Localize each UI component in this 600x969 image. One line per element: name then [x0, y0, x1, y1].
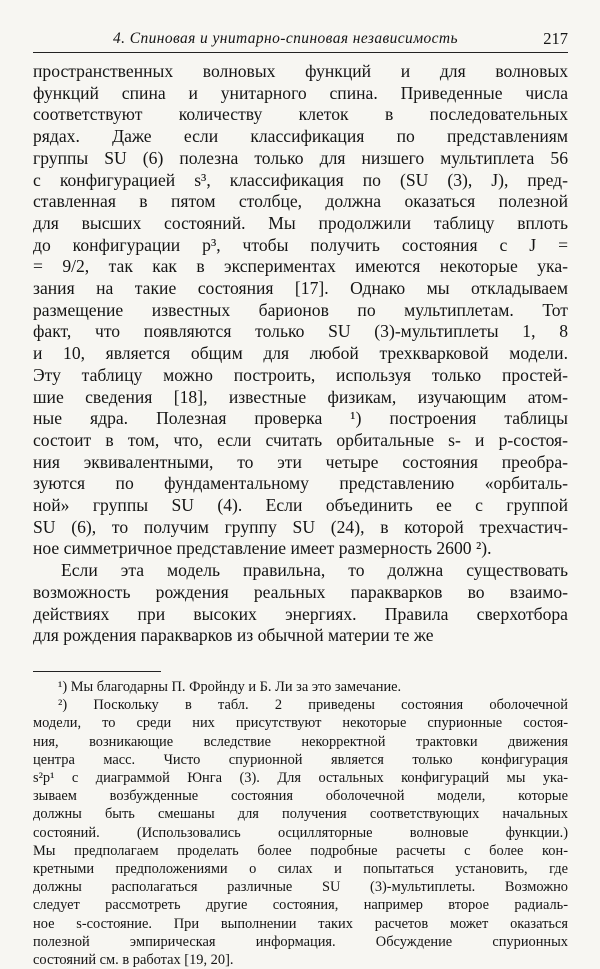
footnote-line: ²) Поскольку в табл. 2 приведены состояния оболочечной — [58, 697, 568, 714]
running-header — [33, 24, 568, 53]
text-line: ное симметричное представление имеет размерность 2600 ²). — [33, 538, 492, 559]
text-line: группы SU (6) полезна только для низшего мультиплета 56 — [33, 147, 568, 168]
text-line: ной» группы SU (4). Если объединить ее с группой — [33, 495, 568, 516]
text-line: SU (6), то получим группу SU (24), в которой трехчастич- — [33, 516, 568, 537]
text-line: для высших состояний. Мы продолжили таблицу вплоть — [33, 212, 568, 233]
text-line: зуются по фундаментальному представлению «орбиталь- — [33, 473, 568, 494]
footnote-line: модели, то среди них присутствуют некоторые спурионные состоя- — [33, 715, 568, 732]
footnote-line: ¹) Мы благодарны П. Фройнду и Б. Ли за это замечание. — [58, 678, 402, 695]
footnotes — [33, 678, 568, 969]
running-title: 4. Спиновая и унитарно-спиновая независимость — [113, 30, 458, 47]
footnote-line: следует рассмотреть другие состояния, например второе радиаль- — [33, 897, 568, 914]
footnote-separator — [33, 671, 161, 672]
text-line: шие сведения [18], известные физикам, изучающим атом- — [33, 386, 568, 407]
text-line: ставленная в пятом столбце, должна оказаться полезной — [33, 191, 568, 212]
footnote-line: полезной эмпирическая информация. Обсуждение спурионных — [33, 933, 568, 950]
footnote-line: ния, возникающие вследствие некорректной трактовки движения — [33, 733, 568, 750]
main-text — [33, 61, 568, 647]
footnote-line: должны располагаться различные SU (3)-мультиплеты. Возможно — [33, 879, 568, 896]
text-line: возможность рождения реальных паракварков во взаимо- — [33, 581, 568, 602]
footnote-line: Мы предполагаем проделать более подробные расчеты с более кон- — [33, 842, 568, 859]
text-line: факт, что появляются только SU (3)-мультиплеты 1, 8 — [33, 321, 568, 342]
text-line: и 10, является общим для любой трехкварковой модели. — [33, 343, 568, 364]
text-line: функций спина и унитарного спина. Приведенные числа — [33, 82, 568, 103]
text-line: с конфигурацией s³, классификация по (SU (3), J), пред- — [33, 169, 568, 190]
footnote-line: состояний см. в работах [19, 20]. — [33, 952, 234, 969]
footnote-line: зываем возбужденные состояния оболочечной модели, которые — [33, 788, 568, 805]
text-line: действиях при высоких энергиях. Правила сверхотбора — [33, 603, 568, 624]
text-line: пространственных волновых функций и для волновых — [33, 61, 568, 81]
text-line: состоит в том, что, если считать орбитальные s- и p-состоя- — [33, 429, 568, 450]
text-line: соответствуют количеству клеток в последовательных — [33, 104, 568, 125]
text-line: зания на такие состояния [17]. Однако мы откладываем — [33, 278, 568, 299]
text-line: Эту таблицу можно построить, используя только простей- — [33, 364, 568, 385]
footnote-line: ное s-состояние. При выполнении таких расчетов может оказаться — [33, 915, 568, 932]
footnote-line: состояний. (Использовались осцилляторные волновые функции.) — [33, 824, 568, 841]
footnote-line: кретными предположениями о силах и попытаться установить, где — [33, 861, 568, 878]
text-line: ния эквивалентными, то эти четыре состояния преобра- — [33, 451, 568, 472]
text-line: Если эта модель правильна, то должна существовать — [61, 560, 568, 581]
footnote-line: s²p¹ с диаграммой Юнга (3). Для остальных конфигураций мы ука- — [33, 770, 568, 786]
text-line: рядах. Даже если классификация по представлениям — [33, 126, 568, 147]
text-line: ные ядра. Полезная проверка ¹) построения таблицы — [33, 408, 568, 429]
footnote-line: должны быть смешаны для получения соответствующих начальных — [33, 806, 568, 823]
text-line: размещение известных барионов по мультиплетам. Тот — [33, 299, 568, 320]
text-line: до конфигурации p³, чтобы получить состояния с J = — [33, 234, 568, 255]
text-line: = 9/2, так как в экспериментах имеются некоторые ука- — [33, 256, 568, 277]
text-line: для рождения паракварков из обычной материи те же — [33, 625, 434, 646]
footnote-line: центра масс. Чисто спурионной является только конфигурация — [33, 751, 568, 768]
page-number: 217 — [543, 29, 568, 48]
